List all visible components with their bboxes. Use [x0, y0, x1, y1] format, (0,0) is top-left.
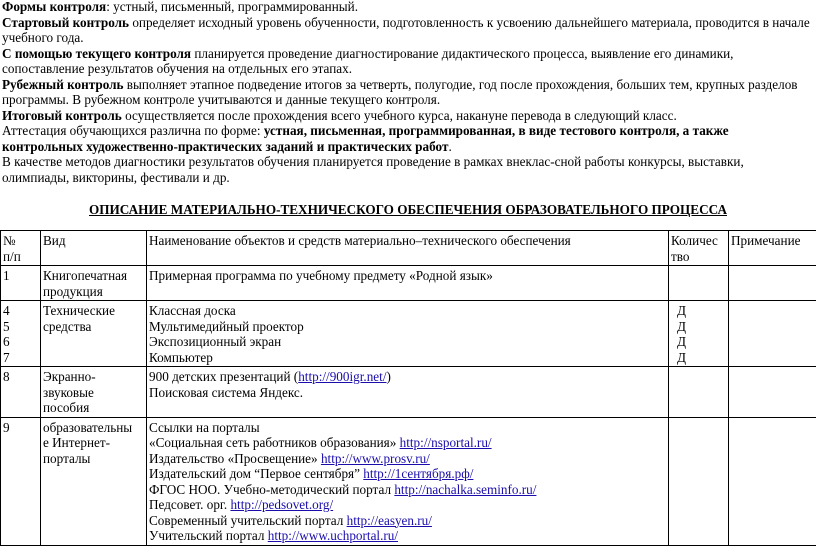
qty-text: Д	[677, 350, 726, 366]
attest-text: Аттестация обучающихся различна по форме:	[2, 123, 264, 138]
table-header-row	[1, 231, 816, 266]
milestone-paragraph	[2, 77, 812, 108]
cell-kind	[41, 417, 147, 545]
start-text: определяет исходный уровень обученности, подготовленность к усвоению дальнейшего материала, проводится в начале учебного года.	[2, 15, 810, 46]
portal-link[interactable]: http://www.prosv.ru/	[321, 451, 430, 466]
cell-note	[729, 301, 816, 367]
item-text: 900 детских презентаций (	[149, 369, 298, 384]
item-line	[149, 385, 666, 401]
table-row	[1, 417, 816, 545]
header-num: № п/п	[1, 231, 41, 266]
forms-text: : устный, письменный, программированный.	[106, 0, 358, 14]
current-text: планируется проведение диагностирование дидактического процесса, выявление его динамики, сопоставление результатов обучения на отдельных его этапах.	[2, 46, 733, 77]
cell-num	[1, 301, 41, 367]
kind-text: пособия	[43, 400, 144, 416]
cell-kind	[41, 266, 147, 301]
attest-end: .	[448, 139, 451, 154]
kind-text: Экранно-	[43, 369, 144, 385]
table-row	[1, 266, 816, 301]
item-line	[149, 319, 666, 335]
cell-qty	[669, 417, 729, 545]
portal-link[interactable]: http://1сентября.рф/	[363, 466, 473, 481]
item-text: Компьютер	[149, 350, 213, 365]
item-text: Ссылки на порталы	[149, 420, 260, 435]
attest-bold: устная, письменная, программированная, в виде тестового контроля, а также контрольных художественно-практических заданий и практических работ	[2, 123, 729, 154]
intro-text	[2, 0, 812, 185]
portal-link[interactable]: http://pedsovet.org/	[230, 497, 333, 512]
attestation-paragraph	[2, 123, 812, 154]
resource-line	[149, 451, 666, 467]
row-number: 8	[3, 369, 38, 385]
table-body	[1, 266, 816, 546]
row-number: 7	[3, 350, 38, 366]
item-text: Экспозиционный экран	[149, 334, 281, 349]
kind-text: звуковые	[43, 385, 144, 401]
item-line	[149, 303, 666, 319]
cell-note	[729, 266, 816, 301]
current-label: С помощью текущего контроля	[2, 46, 191, 61]
cell-num	[1, 367, 41, 418]
cell-name	[147, 417, 669, 545]
item-line	[149, 268, 666, 284]
cell-name	[147, 301, 669, 367]
item-text: Поисковая система Яндекс.	[149, 385, 303, 400]
item-text: «Социальная сеть работников образования»	[149, 435, 400, 450]
table-row	[1, 301, 816, 367]
cell-kind	[41, 367, 147, 418]
kind-text: е Интернет-	[43, 435, 144, 451]
final-text: осуществляется после прохождения всего учебного курса, накануне перевода в следующий класс.	[122, 108, 677, 123]
row-number: 4	[3, 303, 38, 319]
row-number: 1	[3, 268, 38, 284]
cell-name	[147, 266, 669, 301]
item-text: Педсовет. орг.	[149, 497, 230, 512]
row-number: 9	[3, 420, 38, 436]
item-text: Мультимедийный проектор	[149, 319, 304, 334]
kind-text: Книгопечатная	[43, 268, 144, 284]
cell-note	[729, 417, 816, 545]
resource-line	[149, 369, 666, 385]
forms-paragraph	[2, 0, 812, 15]
cell-qty	[669, 367, 729, 418]
kind-text: продукция	[43, 284, 144, 300]
methods-paragraph: В качестве методов диагностики результатов обучения планируется проведение в рамках внеклас-сной работы конкурсы, выставки, олимпиады, викторины, фестивали и др.	[2, 154, 812, 185]
cell-name	[147, 367, 669, 418]
qty-text: Д	[677, 303, 726, 319]
item-text: ФГОС НОО. Учебно-методический портал	[149, 482, 394, 497]
resource-line	[149, 466, 666, 482]
item-line	[149, 334, 666, 350]
portal-link[interactable]: http://www.uchportal.ru/	[268, 528, 398, 543]
kind-text: средства	[43, 319, 144, 335]
cell-kind	[41, 301, 147, 367]
row-number: 5	[3, 319, 38, 335]
cell-note	[729, 367, 816, 418]
item-text: Издательский дом “Первое сентября”	[149, 466, 363, 481]
portal-link[interactable]: http://900igr.net/	[298, 369, 386, 384]
kind-text: образовательны	[43, 420, 144, 436]
item-text: Классная доска	[149, 303, 236, 318]
item-line	[149, 420, 666, 436]
kind-text: Технические	[43, 303, 144, 319]
item-text: Учительский портал	[149, 528, 268, 543]
resource-line	[149, 513, 666, 529]
item-text: Современный учительский портал	[149, 513, 347, 528]
item-text: Издательство «Просвещение»	[149, 451, 321, 466]
resource-line	[149, 482, 666, 498]
item-line	[149, 350, 666, 366]
start-label: Стартовый контроль	[2, 15, 129, 30]
header-name: Наименование объектов и средств материально–технического обеспечения	[147, 231, 669, 266]
cell-num	[1, 266, 41, 301]
cell-qty	[669, 266, 729, 301]
final-label: Итоговый контроль	[2, 108, 122, 123]
section-heading: ОПИСАНИЕ МАТЕРИАЛЬНО-ТЕХНИЧЕСКОГО ОБЕСПЕЧЕНИЯ ОБРАЗОВАТЕЛЬНОГО ПРОЦЕССА	[0, 202, 816, 218]
portal-link[interactable]: http://nachalka.seminfo.ru/	[394, 482, 536, 497]
item-text-after: )	[386, 369, 390, 384]
qty-text: Д	[677, 319, 726, 335]
row-number: 6	[3, 334, 38, 350]
portal-link[interactable]: http://nsportal.ru/	[400, 435, 492, 450]
table-row	[1, 367, 816, 418]
milestone-label: Рубежный контроль	[2, 77, 123, 92]
header-note: Примечание	[729, 231, 816, 266]
item-text: Примерная программа по учебному предмету «Родной язык»	[149, 268, 493, 283]
resource-line	[149, 497, 666, 513]
header-qty: Количес тво	[669, 231, 729, 266]
resource-line	[149, 528, 666, 544]
current-paragraph	[2, 46, 812, 77]
final-paragraph	[2, 108, 812, 124]
forms-label: Формы контроля	[2, 0, 106, 14]
milestone-text: выполняет этапное подведение итогов за четверть, полугодие, год после прохождения, больших тем, крупных разделов программы. В рубежном контроле учитываются и данные текущего контроля.	[2, 77, 798, 108]
equipment-table	[0, 230, 816, 546]
header-kind: Вид	[41, 231, 147, 266]
portal-link[interactable]: http://easyen.ru/	[347, 513, 432, 528]
start-paragraph	[2, 15, 812, 46]
kind-text: порталы	[43, 451, 144, 467]
cell-qty	[669, 301, 729, 367]
cell-num	[1, 417, 41, 545]
qty-text: Д	[677, 334, 726, 350]
resource-line	[149, 435, 666, 451]
